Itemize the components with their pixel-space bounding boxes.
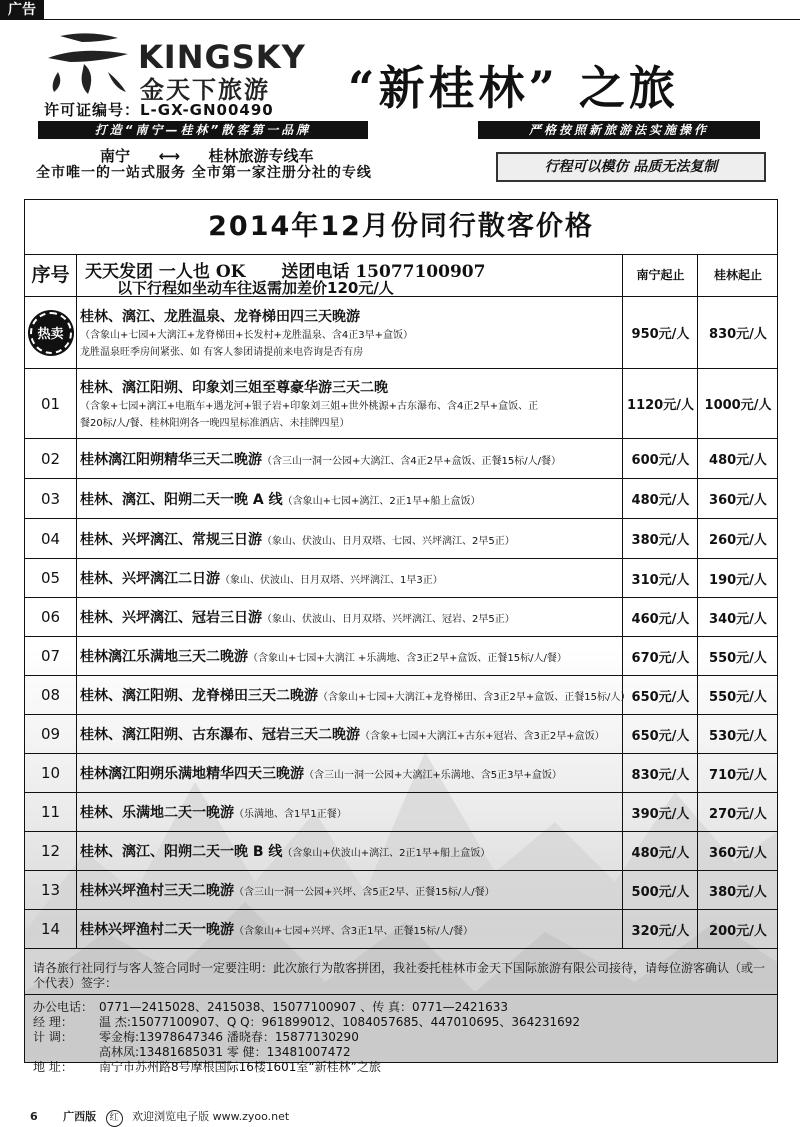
tour-note: 龙胜温泉旺季房间紧张、如 有客人参团请提前来电咨询是否有房 [80, 346, 364, 358]
tour-name: 桂林、漓江、阳朔二天一晚 A 线 [80, 491, 283, 508]
tour-name: 桂林、漓江、龙胜温泉、龙脊梯田四三天晚游 [80, 308, 360, 325]
edition: 广西版 [63, 1110, 97, 1123]
price-guilin: 710元/人 [697, 754, 778, 792]
header-phone: 送团电话 15077100907 [281, 262, 486, 282]
dispatch-value-2: 高林凤:13481685031 零 健：13481007472 [99, 1045, 351, 1059]
table-row [25, 910, 777, 949]
row-seq: 11 [25, 793, 77, 831]
row-seq: 03 [25, 479, 77, 518]
table-row [25, 598, 777, 637]
row-seq: 07 [25, 637, 77, 675]
row-title-line [80, 763, 618, 783]
header-daily: 天天发团 一人也 OK [85, 262, 246, 282]
row-title-line [80, 802, 618, 822]
row-title-line [80, 377, 618, 397]
manager-label: 经 理： [33, 1015, 73, 1029]
table-row [25, 559, 777, 598]
notes: 请各旅行社同行与客人签合同时一定要注明：此次旅行为散客拼团，我社委托桂林市金天下国际旅游有限公司接待，请每位游客确认（或一个代表）签字： [25, 957, 777, 995]
row-seq: 14 [25, 910, 77, 948]
tour-detail: （含象山+七园+大漓江+龙脊梯田+长发村+龙胜温泉、含4正3早+盒饭） [80, 329, 413, 341]
header-line2: 以下行程如坐动车往返需加差价120元/人 [117, 279, 394, 297]
row-seq: 10 [25, 754, 77, 792]
price-guilin: 550元/人 [697, 676, 778, 714]
table-row [25, 637, 777, 676]
price-guilin: 260元/人 [697, 519, 778, 558]
address-value: 南宁市苏州路8号摩根国际16楼1601室“新桂林”之旅 [99, 1060, 381, 1074]
tour-detail: （含象山+七园+大漓江+龙脊梯田、含3正2早+盒饭、正餐15标/人） [318, 692, 631, 703]
tour-note: 餐20标/人/餐、桂林阳朔各一晚四星标准酒店、未挂牌四星） [80, 417, 350, 429]
footer-link[interactable]: 欢迎浏览电子版 www.zyoo.net [132, 1110, 290, 1123]
price-guilin: 830元/人 [697, 297, 778, 368]
tour-name: 桂林、兴坪漓江、常规三日游 [80, 531, 262, 548]
top-rule [44, 19, 800, 20]
office-label: 办公电话： [33, 1000, 94, 1014]
price-guilin: 340元/人 [697, 598, 778, 636]
row-description [80, 369, 618, 438]
headline: “新桂林” 之旅 [348, 61, 679, 115]
header-guilin: 桂林起止 [697, 255, 778, 296]
row-title-line [80, 529, 618, 549]
price-guilin: 380元/人 [697, 871, 778, 909]
contact-address [33, 1060, 773, 1075]
tour-name: 桂林兴坪渔村二天一晚游 [80, 922, 234, 938]
tour-detail: （象山、伏波山、日月双塔、兴坪漓江、冠岩、2早5正） [262, 614, 515, 625]
price-guilin: 190元/人 [697, 559, 778, 597]
row-title-line [80, 568, 618, 588]
row-title-line [80, 449, 618, 469]
row-description [80, 871, 618, 909]
row-description [80, 754, 618, 792]
row-seq [25, 297, 77, 368]
edition-badge-icon: 红 [106, 1110, 123, 1127]
tour-detail: （含三山一洞一公园+大漓江+乐满地、含5正3早+盒饭） [304, 770, 562, 781]
motto-box: 行程可以模仿 品质无法复制 [496, 152, 766, 182]
row-description [80, 832, 618, 870]
price-guilin: 550元/人 [697, 637, 778, 675]
table-row [25, 793, 777, 832]
row-title-line [80, 646, 618, 666]
contact-dispatch [33, 1030, 773, 1045]
price-nanning: 650元/人 [622, 715, 698, 753]
tour-detail: （含象山+伏波山+漓江、2正1早+船上盒饭） [282, 848, 491, 859]
row-description [80, 598, 618, 636]
header-seq: 序号 [25, 255, 77, 296]
price-nanning: 830元/人 [622, 754, 698, 792]
brand-name-en: KINGSKY [138, 38, 306, 76]
row-description [80, 297, 618, 368]
row-title-line [80, 841, 618, 861]
tour-name: 桂林漓江阳朔精华三天二晚游 [80, 451, 262, 468]
price-nanning: 600元/人 [622, 439, 698, 478]
price-table [24, 199, 778, 1074]
tour-detail: （含象山+七园+漓江、2正1早+船上盒饭） [282, 495, 481, 507]
price-guilin: 200元/人 [697, 910, 778, 948]
row-seq: 06 [25, 598, 77, 636]
ad-tag: 广告 [0, 0, 44, 20]
row-seq: 12 [25, 832, 77, 870]
tour-detail: （含象+七园+大漓江+古东+冠岩、含3正2早+盒饭） [360, 731, 605, 742]
table-header [25, 255, 777, 297]
contact-dispatch-2 [33, 1045, 773, 1060]
contact-block [33, 1000, 773, 1075]
table-title: 2014年12月份同行散客价格 [25, 200, 777, 255]
price-nanning: 950元/人 [622, 297, 698, 368]
price-nanning: 1120元/人 [622, 369, 698, 438]
price-nanning: 670元/人 [622, 637, 698, 675]
header-nanning: 南宁起止 [622, 255, 698, 296]
tour-name: 桂林、漓江阳朔、印象刘三姐至尊豪华游三天二晚 [80, 379, 388, 396]
tour-name: 桂林、兴坪漓江、冠岩三日游 [80, 610, 262, 626]
office-value: 0771—2415028、2415038、15077100907 、传 真：0771—2421633 [99, 1000, 509, 1014]
row-description [80, 910, 618, 948]
tour-name: 桂林、乐满地二天一晚游 [80, 805, 234, 821]
tour-detail: （含象+七园+漓江+电瓶车+遇龙河+银子岩+印象刘三姐+世外桃源+古东瀑布、含4正2早+盒饭、正 [80, 400, 539, 412]
tour-name: 桂林、兴坪漓江二日游 [80, 571, 220, 587]
table-row [25, 832, 777, 871]
price-guilin: 270元/人 [697, 793, 778, 831]
tour-name: 桂林漓江乐满地三天二晚游 [80, 649, 248, 665]
row-description [80, 439, 618, 478]
table-row [25, 676, 777, 715]
contact-office [33, 1000, 773, 1015]
hot-sale-badge: 热卖 [30, 312, 72, 354]
table-row [25, 715, 777, 754]
row-seq: 13 [25, 871, 77, 909]
row-seq: 05 [25, 559, 77, 597]
brand-name-cn: 金天下旅游 [140, 76, 270, 104]
table-row [25, 439, 777, 479]
price-guilin: 530元/人 [697, 715, 778, 753]
row-seq: 02 [25, 439, 77, 478]
slogan-left: 打造“南宁—桂林”散客第一品牌 [38, 121, 368, 139]
double-arrow-icon: ⟷ [158, 147, 180, 165]
table-row [25, 297, 777, 369]
table-row [25, 871, 777, 910]
row-description [80, 715, 618, 753]
slogan-right: 严格按照新旅游法实施操作 [478, 121, 760, 139]
contact-manager [33, 1015, 773, 1030]
row-title-line [80, 724, 618, 744]
price-nanning: 500元/人 [622, 871, 698, 909]
price-nanning: 460元/人 [622, 598, 698, 636]
price-nanning: 380元/人 [622, 519, 698, 558]
row-description [80, 793, 618, 831]
row-description [80, 479, 618, 518]
dispatch-value-1: 零金梅:13978647346 潘晓春：15877130290 [99, 1030, 359, 1044]
tour-name: 桂林漓江阳朔乐满地精华四天三晚游 [80, 766, 304, 782]
row-description [80, 637, 618, 675]
price-nanning: 480元/人 [622, 479, 698, 518]
row-title-line [80, 306, 618, 326]
row-seq: 09 [25, 715, 77, 753]
tour-detail: （象山、伏波山、日月双塔、七园、兴坪漓江、2早5正） [262, 535, 515, 547]
price-guilin: 360元/人 [697, 832, 778, 870]
price-guilin: 1000元/人 [697, 369, 778, 438]
tour-detail: （含象山+七园+兴坪、含3正1早、正餐15标/人/餐） [234, 926, 473, 937]
tour-detail: （含三山一洞一公园+大漓江、含4正2早+盒饭、正餐15标/人/餐） [262, 455, 561, 467]
row-seq: 01 [25, 369, 77, 438]
tour-name: 桂林、漓江阳朔、古东瀑布、冠岩三天二晚游 [80, 727, 360, 743]
tour-detail: （含象山+七园+大漓江 +乐满地、含3正2早+盒饭、正餐15标/人/餐） [248, 653, 567, 664]
row-title-line [80, 607, 618, 627]
price-guilin: 480元/人 [697, 439, 778, 478]
price-nanning: 320元/人 [622, 910, 698, 948]
price-nanning: 310元/人 [622, 559, 698, 597]
table-row [25, 479, 777, 519]
route-from: 南宁 [100, 147, 131, 165]
table-row [25, 369, 777, 439]
row-description [80, 559, 618, 597]
license-number: 许可证编号：L-GX-GN00490 [44, 101, 274, 119]
row-title-line [80, 880, 618, 900]
page-number: 6 [30, 1110, 38, 1123]
table-row [25, 754, 777, 793]
tour-detail: （含三山一洞一公园+兴坪、含5正2早、正餐15标/人/餐） [234, 887, 495, 898]
tour-name: 桂林、漓江、阳朔二天一晚 B 线 [80, 844, 283, 860]
table-row [25, 519, 777, 559]
tour-name: 桂林、漓江阳朔、龙脊梯田三天二晚游 [80, 688, 318, 704]
row-title-line [80, 919, 618, 939]
route-to: 桂林旅游专线车 [208, 147, 314, 165]
price-nanning: 650元/人 [622, 676, 698, 714]
address-label: 地 址： [33, 1060, 73, 1074]
service-line: 全市唯一的一站式服务 全市第一家注册分社的专线 [36, 165, 372, 181]
footer [30, 1108, 289, 1127]
row-description [80, 676, 631, 714]
price-nanning: 390元/人 [622, 793, 698, 831]
price-guilin: 360元/人 [697, 479, 778, 518]
row-title-line [80, 685, 631, 705]
manager-value: 温 杰:15077100907、Q Q：961899012、1084057685、447010695、364231692 [99, 1015, 581, 1029]
row-seq: 08 [25, 676, 77, 714]
row-title-line [80, 489, 618, 509]
tour-name: 桂林兴坪渔村三天二晚游 [80, 883, 234, 899]
dispatch-label: 计 调： [33, 1030, 73, 1044]
row-description [80, 519, 618, 558]
brand-logo-icon [40, 28, 136, 98]
price-nanning: 480元/人 [622, 832, 698, 870]
tour-detail: （象山、伏波山、日月双塔、兴坪漓江、1早3正） [220, 575, 443, 586]
row-seq: 04 [25, 519, 77, 558]
tour-detail: （乐满地、含1早1正餐） [234, 809, 347, 820]
